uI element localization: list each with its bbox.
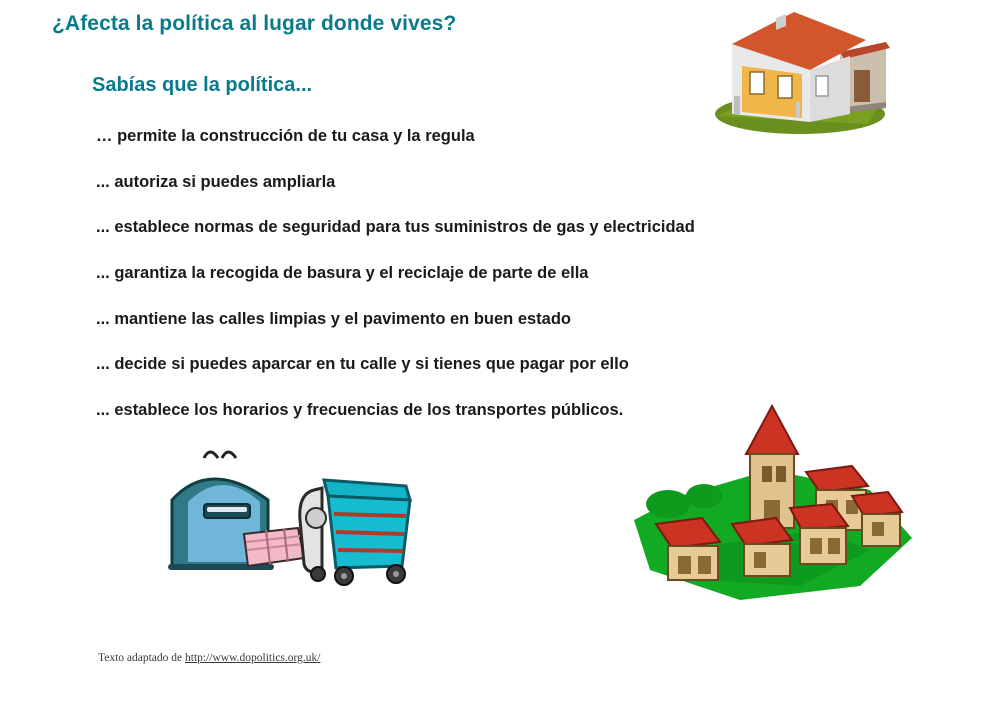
list-item: ... mantiene las calles limpias y el pavimento en buen estado [96,309,572,328]
list-item: … permite la construcción de tu casa y la regula [96,127,475,145]
source-credit [98,652,320,664]
list-item: ... garantiza la recogida de basura y el reciclaje de parte de ella [96,263,589,282]
house-illustration [690,4,905,139]
bullet-list [96,126,796,445]
credit-prefix: Texto adaptado de [98,652,186,664]
credit-link[interactable]: http://www.dopolitics.org.uk/ [185,652,321,664]
list-item: ... decide si puedes aparcar en tu calle y si tienes que pagar por ello [96,355,629,374]
page-title: ¿Afecta la política al lugar donde vives? [52,12,457,35]
list-item: ... establece los horarios y frecuencias de los transportes públicos. [96,400,624,419]
village-illustration [620,400,920,612]
subtitle: Sabías que la política... [92,74,313,96]
list-item: ... autoriza si puedes ampliarla [96,172,336,191]
list-item: ... establece normas de seguridad para tus suministros de gas y electricidad [96,218,695,237]
recycling-bins-illustration [148,438,426,590]
